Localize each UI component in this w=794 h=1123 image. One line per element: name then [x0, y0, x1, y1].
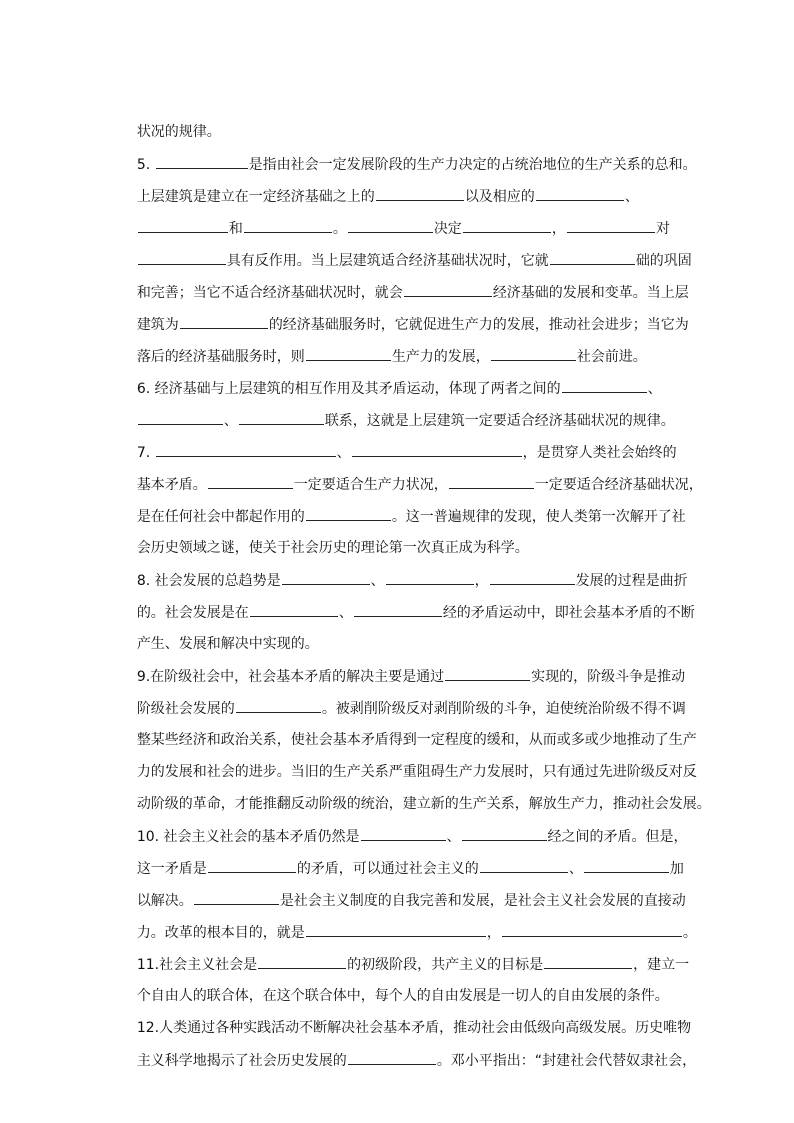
text-segment: 联系，这就是上层建筑一定要适合经济基础状况的规律。 [324, 413, 675, 429]
text-segment: 经的矛盾运动中，即社会基本矛盾的不断 [442, 605, 695, 621]
text-line [119, 931, 690, 973]
fill-in-blank[interactable] [348, 1049, 436, 1065]
text-segment: 、 [568, 861, 583, 877]
text-segment: 、 [370, 573, 385, 589]
text-segment: 发展的过程是曲折 [575, 573, 688, 589]
text-line [119, 515, 529, 556]
text-line [119, 195, 670, 237]
text-segment: 动阶级的革命，才能推翻反动阶级的统治，建立新的生产关系，解放生产力，推动社会发展。 [136, 796, 711, 812]
text-segment: ，是贯穿人类社会始终的 [522, 445, 677, 461]
text-segment: 经济基础的发展和变革。当上层 [492, 285, 689, 301]
text-segment: 、 [647, 381, 662, 397]
text-line [119, 163, 639, 205]
text-segment: 。邓小平指出：“封建社会代替奴隶社会， [436, 1053, 697, 1069]
text-segment: 以解决。 [136, 893, 193, 909]
text-line [119, 483, 686, 525]
text-segment: 6. 经济基础与上层建筑的相互作用及其矛盾运动，体现了两者之间的 [136, 381, 561, 397]
text-line [119, 99, 221, 140]
text-segment: 的矛盾，可以通过社会主义的 [296, 861, 479, 877]
text-segment: 是社会主义制度的自我完善和发展，是社会主义社会发展的直接动 [279, 893, 686, 909]
text-segment: 9.在阶级社会中，社会基本矛盾的解决主要是通过 [136, 669, 445, 685]
text-line [119, 803, 688, 845]
text-segment: 建筑为 [136, 317, 179, 333]
text-segment: 。 [682, 925, 697, 941]
text-segment: 11.社会主义社会是 [136, 957, 258, 973]
text-segment: 。被剥削阶级反对剥削阶级的斗争，迫使统治阶级不得不调 [321, 701, 686, 717]
text-segment: 。这一普遍规律的发现，使人类第一次解开了社 [391, 509, 686, 525]
text-segment: 以及相应的 [464, 189, 535, 205]
text-segment: 的经济基础服务时，它就促进生产力的发展，推动社会进步；当它为 [268, 317, 689, 333]
text-segment: 个自由人的联合体，在这个联合体中，每个人的自由发展是一切人的自由发展的条件。 [136, 988, 669, 1004]
text-line [119, 451, 703, 493]
text-line [119, 899, 697, 941]
text-segment: 加 [669, 861, 684, 877]
text-segment: 生产力的发展， [391, 349, 490, 365]
text-segment: 决定 [433, 221, 462, 237]
text-segment: 5. [136, 157, 155, 173]
text-line [119, 579, 695, 621]
text-segment: 础的巩固 [635, 253, 692, 269]
text-segment: 会历史领域之谜，使关于社会历史的理论第一次真正成为科学。 [136, 540, 529, 556]
fill-in-blank[interactable] [354, 601, 442, 617]
text-segment: 经之间的矛盾。但是， [547, 829, 688, 845]
text-segment: 和完善；当它不适合经济基础状况时，就会 [136, 285, 403, 301]
text-line [119, 131, 697, 173]
text-line [119, 867, 686, 909]
text-segment: 、 [223, 413, 238, 429]
text-segment: 这一矛盾是 [136, 861, 207, 877]
text-segment: 、 [338, 605, 353, 621]
text-line [119, 835, 684, 877]
text-segment: 、 [446, 829, 461, 845]
text-segment: 上层建筑是建立在一定经济基础之上的 [136, 189, 375, 205]
text-segment: 社会前进。 [576, 349, 647, 365]
text-segment: ， [474, 573, 489, 589]
text-segment: 、 [336, 445, 351, 461]
text-line [119, 387, 675, 429]
text-line [119, 323, 647, 365]
text-segment: 产生、发展和解决中实现的。 [136, 636, 319, 652]
text-segment: 、 [624, 189, 639, 205]
text-segment: 。 [332, 221, 347, 237]
text-segment: 状况的规律。 [136, 124, 221, 140]
text-segment: 阶级社会发展的 [136, 701, 235, 717]
text-segment: 对 [655, 221, 670, 237]
text-segment: ， [486, 925, 501, 941]
text-line [119, 739, 697, 780]
text-segment: 是指由社会一定发展阶段的生产力决定的占统治地位的生产关系的总和。 [248, 157, 697, 173]
text-line [119, 611, 319, 652]
text-segment: 主义科学地揭示了社会历史发展的 [136, 1053, 347, 1069]
text-segment: 基本矛盾。 [136, 477, 207, 493]
text-line [119, 227, 692, 269]
text-line [119, 675, 686, 717]
text-line [119, 291, 689, 333]
text-segment: 具有反作用。当上层建筑适合经济基础状况时，它就 [226, 253, 549, 269]
text-line [119, 355, 662, 397]
text-segment: 一定要适合生产力状况， [293, 477, 448, 493]
text-line [119, 643, 686, 685]
text-segment: ，建立一 [633, 957, 690, 973]
text-line [119, 707, 697, 748]
text-line [119, 963, 669, 1004]
text-segment: 力。改革的根本目的，就是 [136, 925, 305, 941]
text-segment: 的初级阶段，共产主义的目标是 [347, 957, 544, 973]
text-segment: 和 [228, 221, 243, 237]
text-line [119, 771, 711, 812]
text-segment: 力的发展和社会的进步。当旧的生产关系严重阻碍生产力发展时，只有通过先进阶级反对反 [136, 764, 697, 780]
text-segment: 12.人类通过各种实践活动不断解决社会基本矛盾，推动社会由低级向高级发展。历史唯物 [136, 1020, 692, 1036]
text-line [119, 995, 692, 1036]
text-line [119, 547, 688, 589]
text-segment: 的。社会发展是在 [136, 605, 249, 621]
text-line [119, 419, 677, 461]
text-segment: 7. [136, 445, 155, 461]
text-segment: 整某些经济和政治关系，使社会基本矛盾得到一定程度的缓和，从而或多或少地推动了生产 [136, 732, 697, 748]
text-segment: 实现的，阶级斗争是推动 [531, 669, 686, 685]
text-segment: ， [551, 221, 566, 237]
text-segment: 10. 社会主义社会的基本矛盾仍然是 [136, 829, 360, 845]
text-segment: 是在任何社会中都起作用的 [136, 509, 305, 525]
text-segment: 一定要适合经济基础状况， [534, 477, 703, 493]
text-line [119, 259, 689, 301]
text-segment: 落后的经济基础服务时，则 [136, 349, 305, 365]
text-line [119, 1027, 697, 1069]
text-segment: 8. 社会发展的总趋势是 [136, 573, 281, 589]
